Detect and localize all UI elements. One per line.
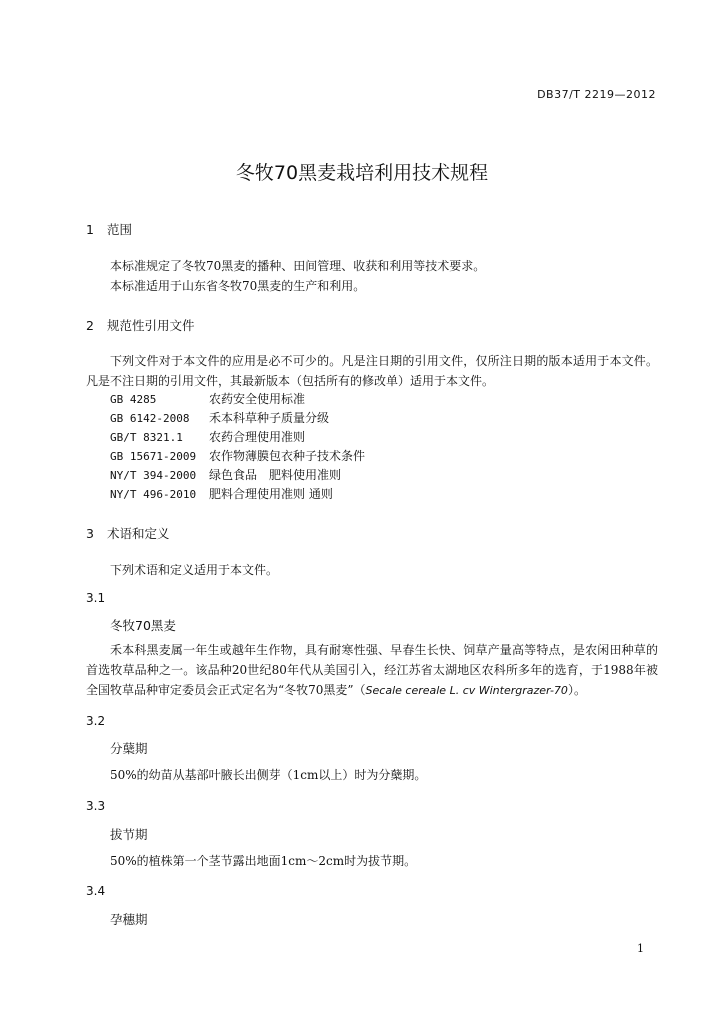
term-heading: 冬牧70黑麦 <box>110 618 176 633</box>
term-definition: 50%的幼苗从基部叶腋长出侧芽（1cm以上）时为分蘖期。 <box>110 768 427 782</box>
section-1-heading <box>86 220 132 238</box>
reference-item <box>110 428 305 445</box>
reference-code: GB 6142-2008 <box>110 412 190 425</box>
term-heading: 孕穗期 <box>110 912 148 927</box>
section-number: 2 <box>86 318 94 333</box>
section-title: 范围 <box>107 222 133 237</box>
reference-title: 农作物薄膜包衣种子技术条件 <box>209 449 366 463</box>
reference-item <box>110 390 305 407</box>
reference-code: GB 15671-2009 <box>110 450 197 463</box>
reference-code: NY/T 394-2000 <box>110 469 197 482</box>
section-2-heading <box>86 316 195 334</box>
reference-item <box>110 409 329 426</box>
reference-item <box>110 485 333 502</box>
scientific-name: Secale cereale L. cv Wintergrazer-70 <box>365 684 568 697</box>
reference-title: 禾本科草种子质量分级 <box>209 411 330 425</box>
definition-text: 禾本科黑麦属一年生或越年生作物，具有耐寒性强、早春生长快、饲草产量高等特点，是农闲田种草的首选牧草品种之一。该品种20世纪80年代从美国引入，经江苏省太湖地区农科所多年的选育，于1988年被全国牧草品种审定委员会正式定名为“冬牧70黑麦”（ <box>86 643 658 697</box>
terms-intro: 下列术语和定义适用于本文件。 <box>110 563 279 577</box>
reference-item <box>110 466 341 483</box>
clause-number: 3.1 <box>86 591 106 605</box>
standard-code: DB37/T 2219—2012 <box>537 88 656 101</box>
term-definition <box>86 640 658 701</box>
section-number: 3 <box>86 526 94 541</box>
clause-number: 3.2 <box>86 714 106 728</box>
term-heading: 分蘖期 <box>110 741 148 756</box>
scope-paragraph-2: 本标准适用于山东省冬牧70黑麦的生产和利用。 <box>110 279 366 293</box>
term-definition: 50%的植株第一个茎节露出地面1cm～2cm时为拔节期。 <box>110 854 417 868</box>
section-title: 规范性引用文件 <box>107 318 195 333</box>
reference-item <box>110 447 365 464</box>
term-heading: 拔节期 <box>110 827 148 842</box>
scope-paragraph-1: 本标准规定了冬牧70黑麦的播种、田间管理、收获和利用等技术要求。 <box>110 259 486 273</box>
reference-code: NY/T 496-2010 <box>110 488 197 501</box>
reference-title: 肥料合理使用准则 通则 <box>209 487 333 501</box>
definition-text-end: ）。 <box>567 683 586 697</box>
section-number: 1 <box>86 222 94 237</box>
clause-number: 3.3 <box>86 799 106 813</box>
section-3-heading <box>86 524 170 542</box>
references-intro: 下列文件对于本文件的应用是必不可少的。凡是注日期的引用文件，仅所注日期的版本适用于本文件。凡是不注日期的引用文件，其最新版本（包括所有的修改单）适用于本文件。 <box>86 354 658 388</box>
section-title: 术语和定义 <box>107 526 170 541</box>
clause-number: 3.4 <box>86 884 106 898</box>
reference-code: GB 4285 <box>110 393 157 406</box>
reference-title: 绿色食品 肥料使用准则 <box>209 468 342 482</box>
reference-code: GB/T 8321.1 <box>110 431 183 444</box>
reference-title: 农药安全使用标准 <box>209 392 306 406</box>
reference-title: 农药合理使用准则 <box>209 430 306 444</box>
page-number: 1 <box>637 942 644 955</box>
document-title: 冬牧70黑麦栽培利用技术规程 <box>235 162 489 184</box>
